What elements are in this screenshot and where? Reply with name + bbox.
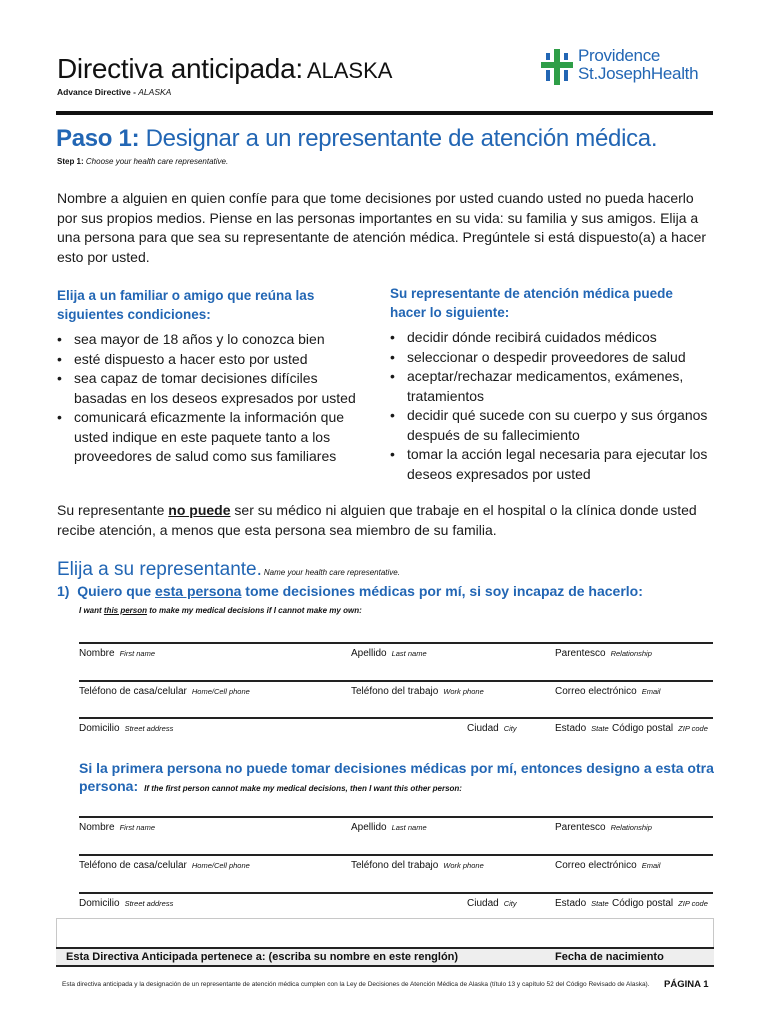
document-title-main: Directiva anticipada: [57,53,303,84]
field-label-en: Email [641,861,661,870]
field-label: Teléfono de casa/celular [79,686,187,697]
field-label-en: Home/Cell phone [191,687,250,696]
field-label-en: City [503,724,517,733]
field-label-en: Email [641,687,661,696]
notice-text-end: ser su médico ni alguien que trabaje en el hospital o la clínica donde usted recibe atención, a menos que esta persona sea miembro de su familia. [57,502,697,538]
form-1-line-3 [79,717,713,719]
form-1-city-field[interactable] [467,723,517,734]
form-2-line-3 [79,892,713,894]
owner-name-label: Esta Directiva Anticipada pertenece a: (escriba su nombre en este renglón) [66,951,459,963]
field-label-en: Street address [124,724,174,733]
form-1-first-name-field[interactable] [79,648,155,659]
list-item: • tomar la acción legal necesaria para ejecutar los deseos expresados por usted [390,445,715,484]
field-label: Nombre [79,648,115,659]
form-2-top-line [79,816,713,818]
field-label-en: First name [119,649,156,658]
field-label-en: Relationship [610,823,652,832]
form-2-work-phone-field[interactable] [351,860,484,871]
field-label-en: First name [119,823,156,832]
header-divider [56,111,713,115]
form-2-line-2 [79,854,713,856]
list-item: • aceptar/rechazar medicamentos, exámenes, tratamientos [390,367,715,406]
choose-note: Name your health care representative. [263,568,400,577]
step-sub-text: Choose your health care representative. [83,157,229,166]
form-2-last-name-field[interactable] [351,822,427,833]
field-label-en: ZIP code [678,899,708,908]
logo-line-2: St.JosephHealth [578,64,699,83]
field-label: Teléfono de casa/celular [79,860,187,871]
form-2-state-field[interactable] [555,898,609,909]
document-title-state: ALASKA [306,58,393,83]
form-1-email-field[interactable] [555,686,660,697]
choose-heading [57,558,400,585]
field-label-en: Relationship [610,649,652,658]
question-1-text-end: tome decisiones médicas por mí, si soy incapaz de hacerlo: [241,583,643,599]
question-2 [79,759,719,798]
page-number: PÁGINA 1 [664,979,709,990]
question-1 [57,583,643,599]
form-1-top-line [79,642,713,644]
field-label: Estado [555,898,587,909]
field-label: Teléfono del trabajo [351,686,439,697]
form-2-relationship-field[interactable] [555,822,652,833]
list-item: • decidir dónde recibirá cuidados médicos [390,328,715,348]
left-column-heading: Elija a un familiar o amigo que reúna las siguientes condiciones: [57,288,315,322]
list-item: • sea mayor de 18 años y lo conozca bien [57,330,372,350]
question-1-en-start: I want [79,606,104,615]
list-item: • seleccionar o despedir proveedores de salud [390,348,715,368]
list-item: • sea capaz de tomar decisiones difíciles basadas en los deseos expresados por usted [57,369,372,408]
subtitle-english: Advance Directive - [57,87,139,97]
cross-logo-icon [541,49,573,85]
form-1-line-2 [79,680,713,682]
step-label: Paso 1: [56,125,140,152]
field-label: Nombre [79,822,115,833]
intro-paragraph: Nombre a alguien en quien confíe para que tome decisiones por usted cuando usted no pueda hacerlo por sus propios medios. Piense en las personas importantes en su vida: su familia y sus amigos. Elija a una persona para que sea su representante de atención médica. Pregúntele si está dispuesto(a) a hacer esto por usted. [57,190,707,265]
question-2-text: Si la primera persona no puede tomar decisiones médicas por mí, entonces designo a esta otra persona: [79,760,714,794]
form-1-address-field[interactable] [79,723,173,734]
field-label-en: State [591,899,609,908]
field-label-en: Home/Cell phone [191,861,250,870]
right-column-heading: Su representante de atención médica puede hacer lo siguiente: [390,286,673,320]
document-subtitle [57,87,171,97]
form-1-last-name-field[interactable] [351,648,427,659]
step-sub-label: Step 1: [57,157,84,166]
field-label: Ciudad [467,898,499,909]
field-label-en: City [503,899,517,908]
form-2-city-field[interactable] [467,898,517,909]
notice-emphasis: no puede [168,502,231,518]
form-1-state-field[interactable] [555,723,609,734]
choose-title: Elija a su representante. [57,559,262,580]
list-item: • comunicará eficazmente la información que usted indique en este paquete tanto a los proveedores de salud como sus familiares [57,408,372,467]
question-1-number: 1) [57,583,70,599]
logo-wordmark [578,47,698,83]
step-subtitle [57,157,228,166]
form-1-work-phone-field[interactable] [351,686,484,697]
field-label: Domicilio [79,723,120,734]
field-label-en: Last name [391,823,427,832]
date-of-birth-label: Fecha de nacimiento [555,951,664,963]
field-label-en: Work phone [443,861,484,870]
list-item: • decidir qué sucede con su cuerpo y sus órganos después de su fallecimiento [390,406,715,445]
field-label: Código postal [612,898,674,909]
question-2-english: If the first person cannot make my medical decisions, then I want this other person: [144,784,462,793]
field-label: Teléfono del trabajo [351,860,439,871]
list-item: • esté dispuesto a hacer esto por usted [57,350,372,370]
field-label: Correo electrónico [555,686,637,697]
question-1-en-end: to make my medical decisions if I cannot make my own: [147,606,362,615]
field-label: Estado [555,723,587,734]
logo-line-1: Providence [578,46,661,65]
field-label: Código postal [612,723,674,734]
question-1-emphasis: esta persona [155,583,242,599]
form-1-relationship-field[interactable] [555,648,652,659]
field-label-en: ZIP code [678,724,708,733]
question-1-text-start: Quiero que [77,583,156,599]
notice-text-start: Su representante [57,502,169,518]
form-1-zip-field[interactable] [612,723,708,734]
form-2-address-field[interactable] [79,898,173,909]
legal-notice: Esta directiva anticipada y la designación de un representante de atención médica cumplen con la Ley de Decisiones de Atención Médica de Alaska (título 13 y capítulo 52 del Código Revisado de Alaska). [62,981,650,988]
field-label: Parentesco [555,822,606,833]
step-title: Designar a un representante de atención médica. [139,125,658,152]
field-label: Parentesco [555,648,606,659]
question-1-en-emphasis: this person [103,606,148,615]
document-title [57,52,392,88]
owner-name-input-area[interactable] [56,918,714,947]
providence-logo [541,47,721,87]
field-label: Ciudad [467,723,499,734]
form-2-home-phone-field[interactable] [79,860,250,871]
step-heading [56,124,657,154]
form-2-zip-field[interactable] [612,898,708,909]
field-label-en: Street address [124,899,174,908]
field-label-en: Work phone [443,687,484,696]
question-1-english [79,606,362,615]
right-column-list [390,328,715,484]
field-label: Apellido [351,648,387,659]
form-1-home-phone-field[interactable] [79,686,250,697]
field-label: Apellido [351,822,387,833]
field-label-en: State [591,724,609,733]
left-column-list [57,330,372,467]
representative-notice [57,501,717,540]
form-2-first-name-field[interactable] [79,822,155,833]
form-2-email-field[interactable] [555,860,660,871]
field-label-en: Last name [391,649,427,658]
field-label: Domicilio [79,898,120,909]
field-label: Correo electrónico [555,860,637,871]
subtitle-state: ALASKA [138,87,172,97]
